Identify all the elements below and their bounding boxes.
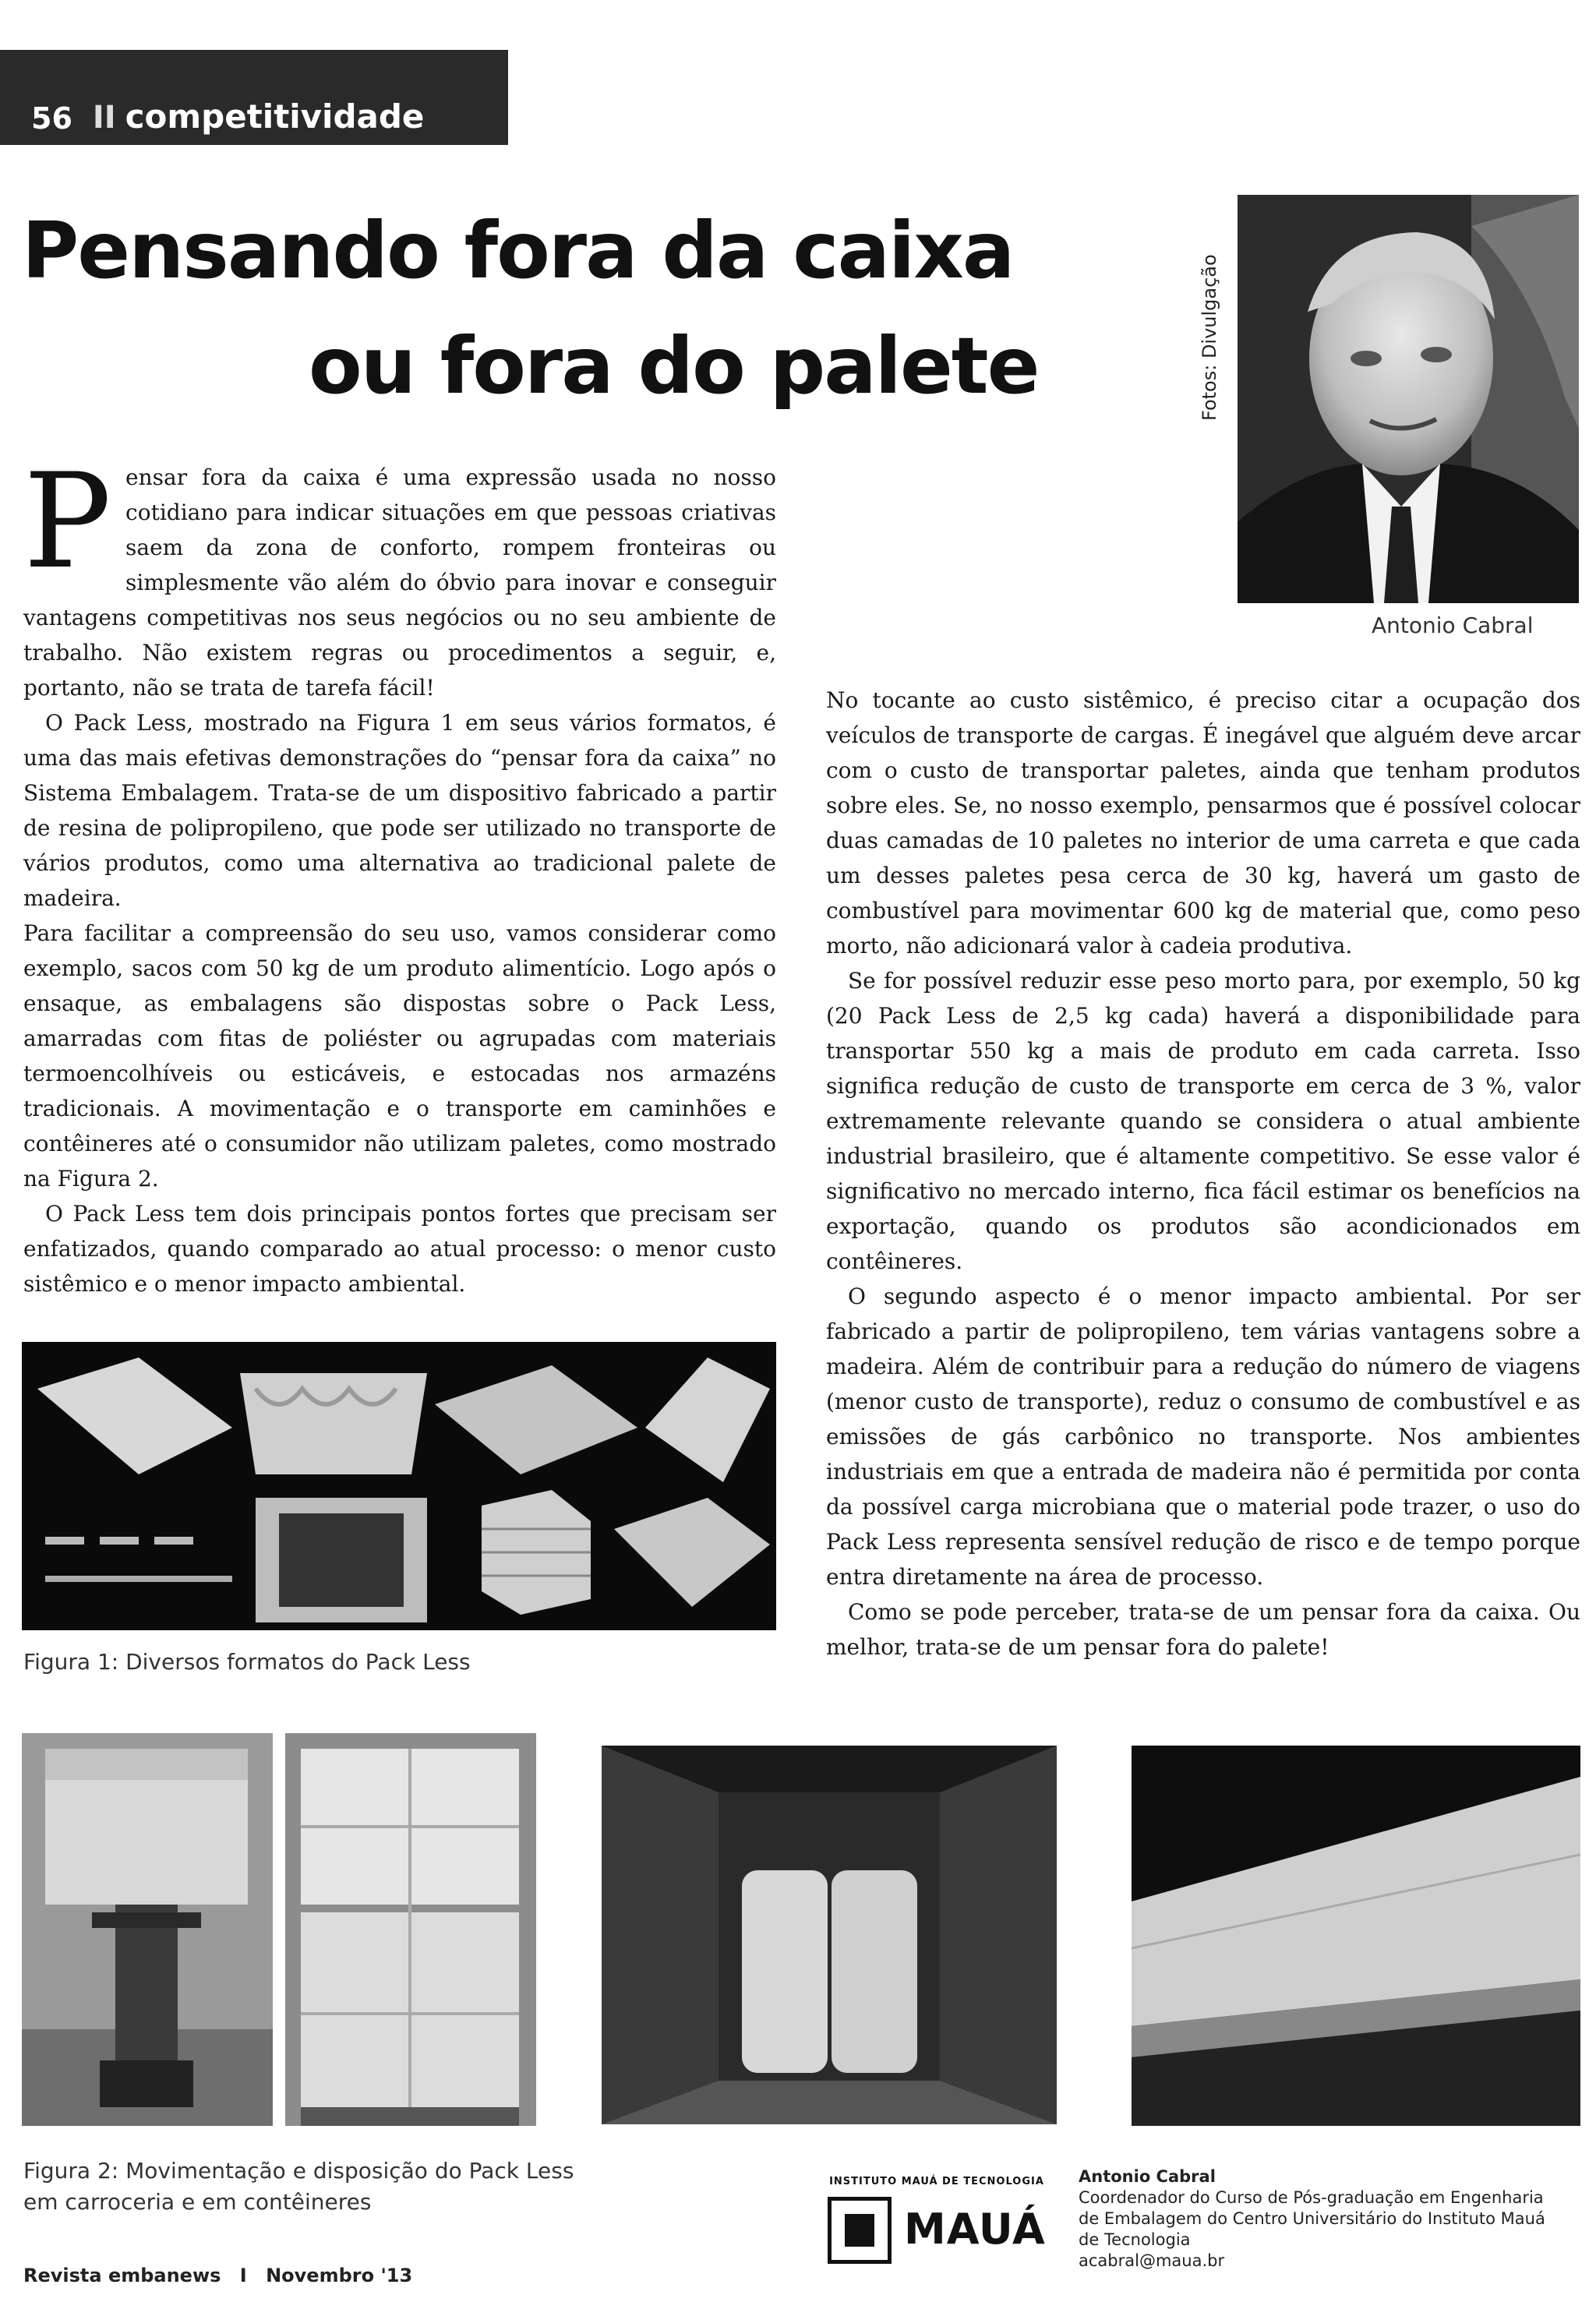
logo-institute-text: INSTITUTO MAUÁ DE TECNOLOGIA [829,2176,1044,2187]
page-number: 56 [31,101,72,136]
paragraph-1-text: ensar fora da caixa é uma expressão usada no nosso cotidiano para indicar situações em que pessoas criativas saem da zona de conforto, rompem fronteiras ou simplesmente vão além do óbvio para inovar e conseguir vantagens competitivas nos seus negócios ou no seu ambiente de trabalho. Não existem regras ou procedimentos a seguir, e, portanto, não se trata de tarefa fácil! [23,464,776,701]
author-portrait [1238,195,1579,603]
portrait-image [1238,195,1579,603]
paragraph-6: Se for possível reduzir esse peso morto para, por exemplo, 50 kg (20 Pack Less de 2,5 kg cada) haverá a disponibilidade para transportar 550 kg a mais de produto em cada carreta. Isso significa redução de custo de transporte em cerca de 3 %, valor extremamente relevante quando se considera o atual ambiente industrial brasileiro, que é altamente competitivo. Se esse valor é significativo no mercado interno, fica fácil estimar os benefícios na exportação, quando os produtos são acondicionados em contêineres. [826,968,1580,1274]
author-bio [1079,2166,1585,2272]
figure-2-photo-container [602,1746,1057,2124]
logo-name: MAUÁ [904,2205,1046,2254]
figure-2-caption [23,2155,574,2218]
section-name: competitividade [125,97,425,136]
author-email: acabral@maua.br [1079,2251,1225,2270]
portrait-caption: Antonio Cabral [1372,613,1534,638]
photo-credit: Fotos: Divulgação [1199,254,1220,421]
paragraph-4: O Pack Less tem dois principais pontos fortes que precisam ser enfatizados, quando comparado ao atual processo: o menor custo sistêmico e o menor impacto ambiental. [23,1201,776,1297]
figure-1-caption: Figura 1: Diversos formatos do Pack Less [23,1649,471,1675]
figure-2-photo-stack [285,1733,536,2126]
maua-logo [828,2173,1046,2274]
container-interior-image [602,1746,1057,2124]
section-header-bar [0,50,508,145]
paragraph-2: O Pack Less, mostrado na Figura 1 em seus vários formatos, é uma das mais efetivas demonstrações do “pensar fora da caixa” no Sistema Embalagem. Trata-se de um dispositivo fabricado a partir de resina de polipropileno, que pode ser utilizado no transporte de vários produtos, como uma alternativa ao tradicional palete de madeira. [23,710,776,911]
author-name: Antonio Cabral [1079,2167,1216,2186]
dropcap: P [23,445,112,598]
author-role-line3: de Tecnologia [1079,2230,1191,2249]
figure-1-image [22,1342,776,1630]
article-title-line1: Pensando fora da caixa [22,205,1014,296]
paragraph-8: Como se pode perceber, trata-se de um pensar fora da caixa. Ou melhor, trata-se de um pensar fora do palete! [826,1599,1580,1660]
figure-2-photo-forklift [22,1733,273,2126]
article-column-2 [826,683,1580,1665]
footer-separator: I [239,2265,247,2286]
figure-2-photo-warehouse [1132,1746,1580,2126]
figure-2-caption-line1: Figura 2: Movimentação e disposição do Pack Less [23,2158,574,2184]
author-role-line1: Coordenador do Curso de Pós-graduação em Engenharia [1079,2188,1544,2207]
author-role-line2: de Embalagem do Centro Universitário do Instituto Mauá [1079,2209,1545,2228]
paragraph-1 [23,445,776,705]
footer-publication-line [23,2265,412,2286]
paragraph-5: No tocante ao custo sistêmico, é preciso citar a ocupação dos veículos de transporte de cargas. É inegável que alguém deve arcar com o custo de transportar paletes, ainda que tenham produtos sobre eles. Se, no nosso exemplo, pensarmos que é possível colocar duas camadas de 10 paletes no interior de uma carreta e que cada um desses paletes pesa cerca de 30 kg, haverá um gasto de combustível para movimentar 600 kg de material que, como peso morto, não adicionará valor à cadeia produtiva. [826,687,1580,959]
stacked-bags-image [285,1733,536,2126]
publication-name: Revista embanews [23,2265,221,2286]
article-title-line2: ou fora do palete [309,320,1039,411]
paragraph-7: O segundo aspecto é o menor impacto ambiental. Por ser fabricado a partir de polipropileno, tem várias vantagens sobre a madeira. Além de contribuir para a redução do número de viagens (menor custo de transporte), reduz o consumo de combustível e as emissões de gás carbônico no transporte. Nos ambientes industriais em que a entrada de madeira não é permitida por conta da possível carga microbiana que o material pode trazer, o uso do Pack Less representa sensível redução de risco e de tempo porque entra diretamente na área de processo. [826,1283,1580,1590]
pack-less-formats-image [22,1342,776,1630]
forklift-image [22,1733,273,2126]
paragraph-3: Para facilitar a compreensão do seu uso, vamos considerar como exemplo, sacos com 50 kg de um produto alimentício. Logo após o ensaque, as embalagens são dispostas sobre o Pack Less, amarradas com fitas de poliéster ou agrupadas com materiais termoencolhíveis ou esticáveis, e estocadas nos armazéns tradicionais. A movimentação e o transporte em caminhões e contêineres até o consumidor não utilizam paletes, como mostrado na Figura 2. [23,920,776,1192]
figure-2-caption-line2: em carroceria e em contêineres [23,2189,372,2215]
section-separator: II [92,100,116,136]
maua-emblem-icon [828,2197,892,2264]
issue-date: Novembro '13 [266,2265,413,2286]
warehouse-image [1132,1746,1580,2126]
article-column-1 [23,445,776,1301]
